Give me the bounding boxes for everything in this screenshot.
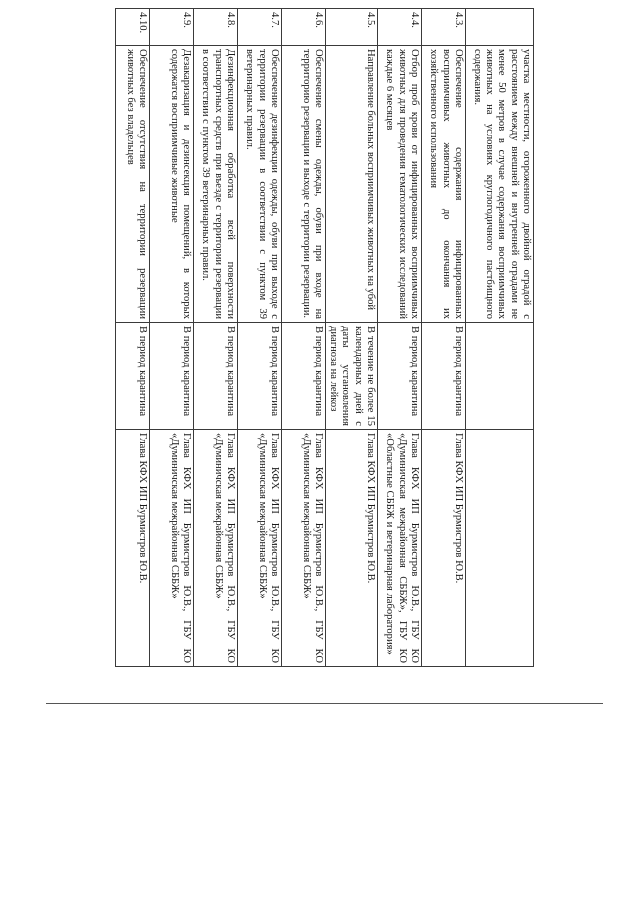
row-number: 4.10.: [115, 9, 149, 46]
row-number: 4.5.: [325, 9, 377, 46]
measure-term: В период карантина: [149, 323, 193, 430]
measure-term: [466, 323, 534, 430]
measures-table-body: [115, 9, 533, 667]
measure-responsible: Глава КФХ ИП Бурмистров Ю.В., ГБУ КО «Думиничская межрайонная СББЖ»: [149, 430, 193, 667]
rotated-page: [94, 8, 534, 663]
measure-text: Направление больных восприимчивых животных на убой: [325, 46, 377, 323]
measure-text: Отбор проб крови от инфицированных восприимчивых животных для проведения гематологических исследований каждые 6 месяцев: [378, 46, 422, 323]
measure-term: В период карантина: [115, 323, 149, 430]
measure-term: В период карантина: [422, 323, 466, 430]
measure-text: Обеспечение содержания инфицированных восприимчивых животных до окончания их хозяйственного использования: [422, 46, 466, 323]
row-number: 4.4.: [378, 9, 422, 46]
table-row: [325, 9, 377, 667]
measure-text: участка местности, огороженного двойной оградой с расстоянием между внешней и внутренней оградами не менее 50 метров в случае содержания восприимчивых животных на условиях круглогодичного пастбищного содержания.: [466, 46, 534, 323]
table-row: [149, 9, 193, 667]
measure-responsible: Глава КФХ ИП Бурмистров Ю.В.: [325, 430, 377, 667]
table-row: [281, 9, 325, 667]
measure-responsible: [466, 430, 534, 667]
measures-table: [115, 8, 534, 667]
row-number: 4.7.: [237, 9, 281, 46]
measure-term: В период карантина: [281, 323, 325, 430]
measure-text: Дезинфекционная обработка всей поверхности транспортных средств при въезде с территории резервации в соответствии с пунктом 39 ветеринарных правил.: [193, 46, 237, 323]
table-row: [237, 9, 281, 667]
table-row: [193, 9, 237, 667]
table-row: [466, 9, 534, 667]
row-number: 4.8.: [193, 9, 237, 46]
row-number: [466, 9, 534, 46]
measure-responsible: Глава КФХ ИП Бурмистров Ю.В., ГБУ КО «Думиничская межрайонная СББЖ»: [193, 430, 237, 667]
row-number: 4.9.: [149, 9, 193, 46]
table-row: [378, 9, 422, 667]
measure-text: Дезакаризация и дезинсекция помещений, в которых содержатся восприимчивые животные: [149, 46, 193, 323]
measure-responsible: Глава КФХ ИП Бурмистров Ю.В., ГБУ КО «Думиничская межрайонная СББЖ», ГБУ КО «Областные СББЖ и ветеринарная лаборатория»: [378, 430, 422, 667]
measure-term: В период карантина: [193, 323, 237, 430]
row-number: 4.6.: [281, 9, 325, 46]
bottom-rule: [46, 703, 603, 704]
table-row: [422, 9, 466, 667]
measure-responsible: Глава КФХ ИП Бурмистров Ю.В.: [422, 430, 466, 667]
measure-text: Обеспечение дезинфекции одежды, обуви при выходе с территории резервации в соответствии с пунктом 39 ветеринарных правил.: [237, 46, 281, 323]
measure-text: Обеспечение отсутствия на территории резервации животных без владельцев: [115, 46, 149, 323]
measure-responsible: Глава КФХ ИП Бурмистров Ю.В., ГБУ КО «Думиничская межрайонная СББЖ»: [281, 430, 325, 667]
measure-responsible: Глава КФХ ИП Бурмистров Ю.В.: [115, 430, 149, 667]
table-row: [115, 9, 149, 667]
measure-term: В период карантина: [378, 323, 422, 430]
measure-term: В течение не более 15 календарных дней с даты установления диагноза на лейкоз: [325, 323, 377, 430]
measure-responsible: Глава КФХ ИП Бурмистров Ю.В., ГБУ КО «Думиничская межрайонная СББЖ»: [237, 430, 281, 667]
measure-text: Обеспечение смены одежды, обуви при входе на территорию резервации и выходе с территории резервации.: [281, 46, 325, 323]
row-number: 4.3.: [422, 9, 466, 46]
measure-term: В период карантина: [237, 323, 281, 430]
